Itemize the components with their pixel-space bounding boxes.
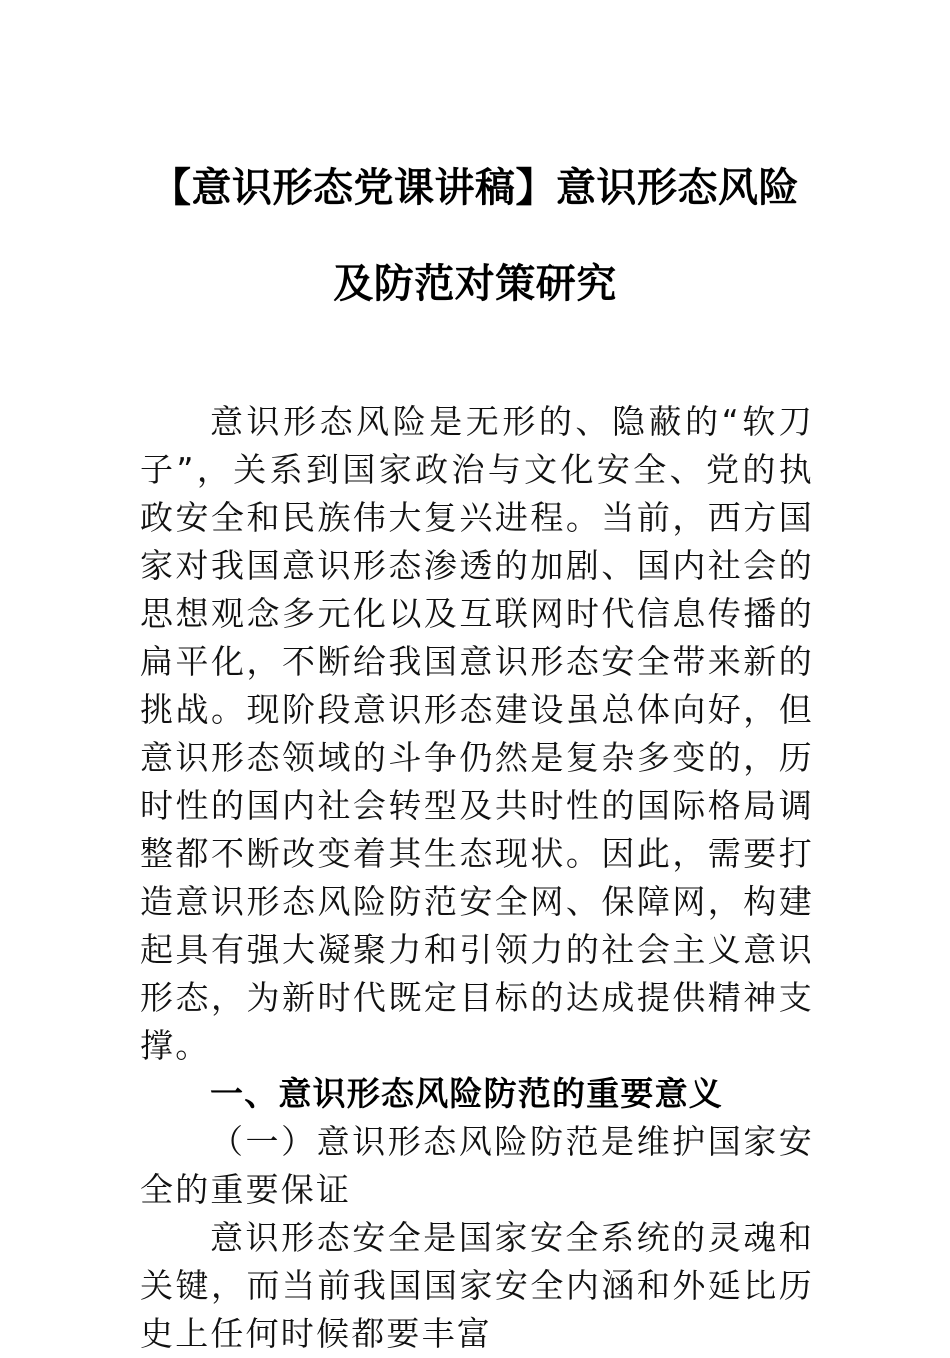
paragraph-body-1-1: 意识形态安全是国家安全系统的灵魂和关键，而当前我国国家安全内涵和外延比历史上任何时候都要丰富 <box>140 1218 814 1353</box>
paragraph-intro: 意识形态风险是无形的、隐蔽的“软刀子”，关系到国家政治与文化安全、党的执政安全和民族伟大复兴进程。当前，西方国家对我国意识形态渗透的加剧、国内社会的思想观念多元化以及互联网时代信息传播的扁平化，不断给我国意识形态安全带来新的挑战。现阶段意识形态建设虽总体向好，但意识形态领域的斗争仍然是复杂多变的，历时性的国内社会转型及共时性的国际格局调整都不断改变着其生态现状。因此，需要打造意识形态风险防范安全网、保障网，构建起具有强大凝聚力和引领力的社会主义意识形态，为新时代既定目标的达成提供精神支撑。 <box>140 402 814 1065</box>
heading-subsection-1-1: （一）意识形态风险防范是维护国家安全的重要保证 <box>140 1122 814 1209</box>
document-body <box>140 398 814 1358</box>
page-title: 【意识形态党课讲稿】意识形态风险及防范对策研究 <box>151 164 799 307</box>
heading-section-1: 一、意识形态风险防范的重要意义 <box>210 1075 723 1112</box>
